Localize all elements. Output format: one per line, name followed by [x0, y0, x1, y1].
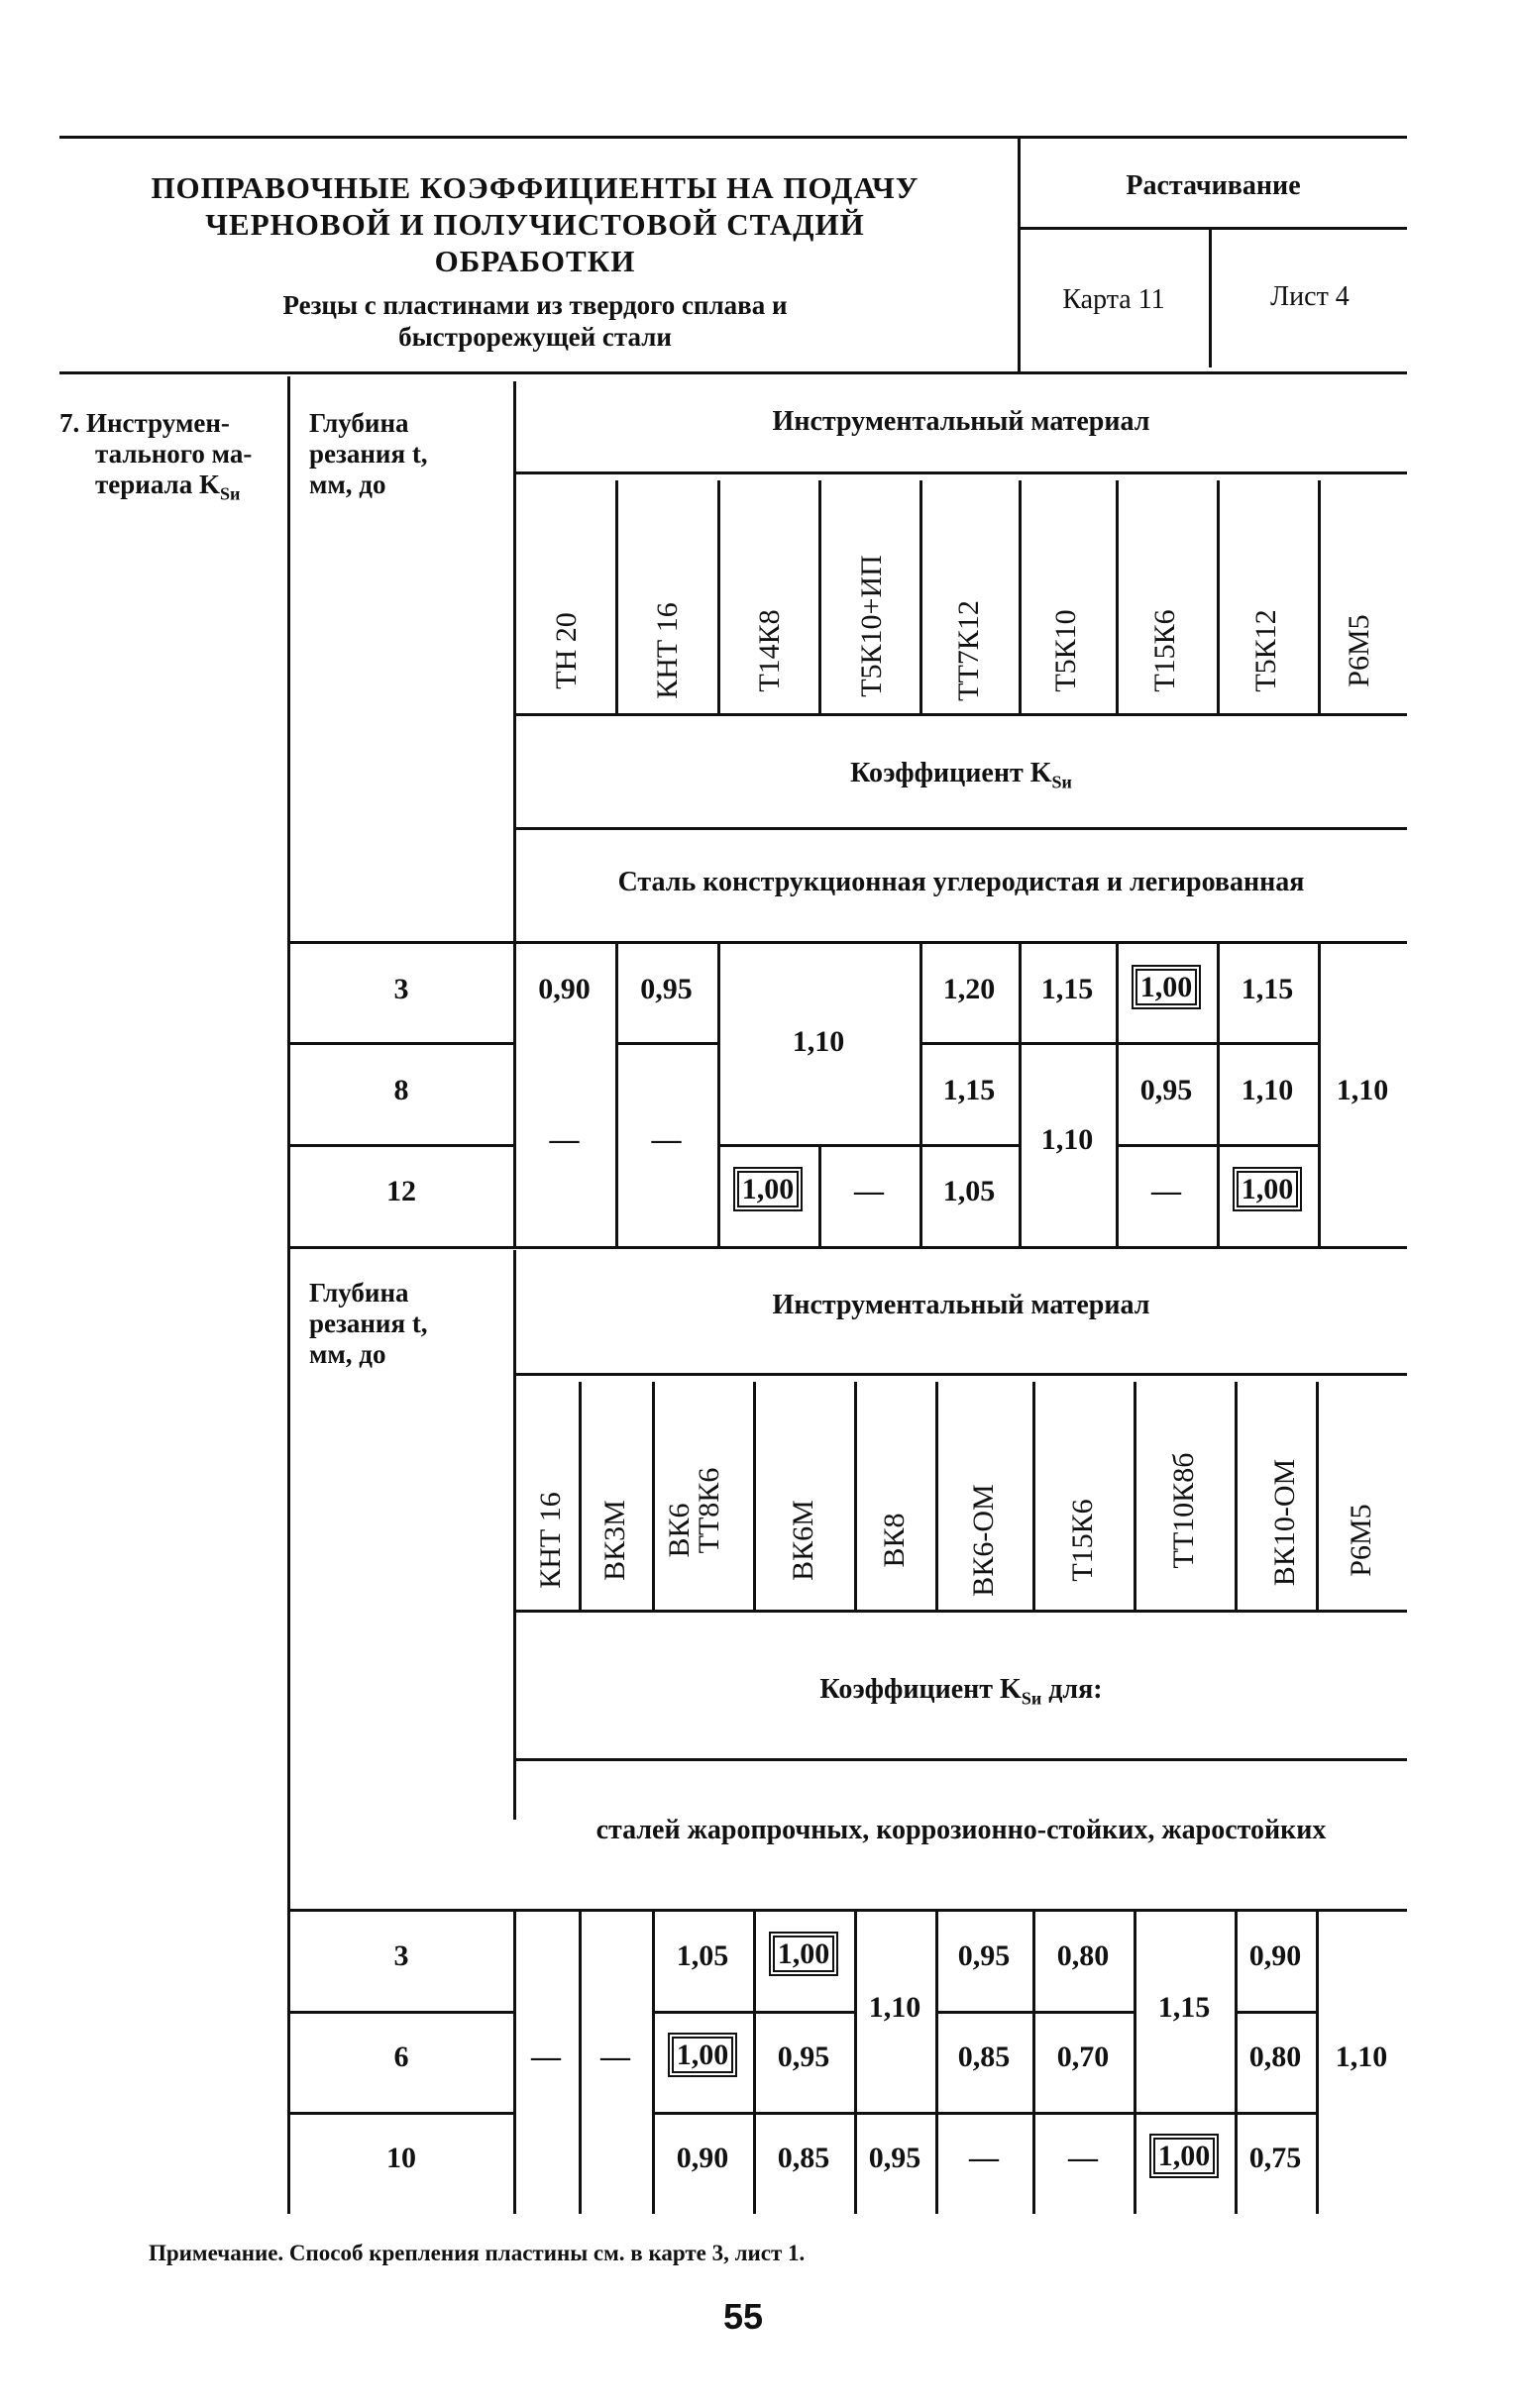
t1-depth-8: 8: [393, 1074, 409, 1106]
t1-col-sep: [1318, 480, 1321, 713]
t1-depth-label-1: Глубина: [309, 408, 409, 438]
t2-cell: 0,85: [777, 2142, 830, 2174]
t2-material-vk3m: ВК3М: [598, 1500, 631, 1581]
t2-row-rule: [289, 2112, 513, 2115]
t2-materials-bottom-rule: [515, 1610, 1407, 1613]
t1-col-sep: [1116, 480, 1119, 713]
t2-cell-rule: [1235, 2112, 1316, 2115]
t1-cell: 1,10: [1040, 1123, 1094, 1156]
t2-depth-divider: [513, 1250, 516, 1820]
t2-coef-rule: [515, 1758, 1407, 1761]
page-title-line1: ПОПРАВОЧНЫЕ КОЭФФИЦИЕНТЫ НА ПОДАЧУ: [151, 170, 919, 205]
t1-material-th20: ТН 20: [550, 612, 583, 689]
t2-material-r6m5: Р6М5: [1345, 1504, 1377, 1577]
t2-col-sep: [1134, 1382, 1136, 1610]
t2-col-sep: [652, 1382, 655, 1610]
t1-coef-rule: [515, 827, 1407, 830]
t2-cell: 0,95: [868, 2142, 921, 2174]
header-card-divider: [1209, 229, 1212, 367]
t2-col-sep: [1235, 1382, 1238, 1610]
header-right-rule: [1020, 227, 1407, 230]
t1-cell-rule: [1116, 1144, 1318, 1147]
t2-material-vk8: ВК8: [878, 1513, 911, 1568]
main-left-rule: [287, 376, 290, 2214]
t2-col-sep: [753, 1382, 756, 1610]
t2-material-vk6om: ВК6-ОМ: [967, 1484, 1000, 1597]
t2-cell: 0,95: [957, 1939, 1011, 1972]
t2-depth-label-2: резания t,: [309, 1309, 428, 1338]
t2-material-tt10k8b: ТТ10К8б: [1167, 1452, 1200, 1569]
t2-cell-rule: [652, 2112, 935, 2115]
t1-cell: 1,10: [792, 1025, 845, 1058]
t1-cell-rule: [1116, 1042, 1318, 1045]
t2-cell-rule: [1235, 2011, 1316, 2014]
t2-depth-3: 3: [393, 1939, 409, 1972]
t1-cell: 1,15: [1241, 973, 1294, 1005]
t2-cell: 0,80: [1248, 2041, 1302, 2073]
t2-cell: —: [531, 2041, 561, 2073]
factor-line3: териала $K_{Sи}$: [95, 470, 241, 504]
t1-cell: 0,95: [1139, 1074, 1193, 1106]
page-subtitle-line1: Резцы с пластинами из твердого сплава и: [282, 290, 788, 320]
t1-grid-top-rule: [289, 941, 1407, 944]
page-title-line2: ЧЕРНОВОЙ И ПОЛУЧИСТОВОЙ СТАДИЙ: [205, 207, 865, 242]
t2-cell: 1,10: [868, 1991, 921, 2024]
t2-cell: 0,70: [1056, 2041, 1110, 2073]
t1-material-rule: [515, 471, 1407, 474]
t1-cell: 0,90: [538, 973, 591, 1005]
t2-cell-rule: [935, 2112, 1134, 2115]
t2-material-vk10om: ВК10-ОМ: [1268, 1458, 1301, 1587]
t2-cell: 0,90: [676, 2142, 729, 2174]
t1-coef-label: Коэффициент $K_{Sи}$: [850, 758, 1072, 792]
header-bottom-rule: [59, 371, 1407, 374]
t2-material-header: Инструментальный материал: [772, 1290, 1150, 1320]
t1-cell: 0,95: [640, 973, 693, 1005]
t1-cell: —: [651, 1123, 682, 1156]
t1-col-sep: [615, 480, 618, 713]
footnote: Примечание. Способ крепления пластины см. в карте 3, лист 1.: [149, 2241, 806, 2265]
t2-cell: 0,75: [1248, 2142, 1302, 2174]
t1-depth-12: 12: [386, 1175, 416, 1207]
t2-col-sep: [1032, 1382, 1035, 1610]
t2-material-knt16: КНТ 16: [534, 1492, 567, 1589]
t1-depth-label-2: резания t,: [309, 439, 428, 469]
t2-cell-rule: [1134, 2112, 1235, 2115]
t1-cell: 1,05: [942, 1175, 996, 1207]
t1-material-tt7k12: ТТ7К12: [952, 600, 985, 701]
t2-cell: 1,00: [1134, 2140, 1235, 2173]
t2-depth-6: 6: [393, 2041, 409, 2073]
t1-depth-3: 3: [393, 973, 409, 1005]
t2-material-vk6: ВК6: [663, 1503, 696, 1558]
t1-material-r6m5: Р6М5: [1343, 614, 1375, 687]
t1-col-sep: [1019, 480, 1022, 713]
t1-cell: 1,00: [717, 1173, 818, 1206]
t1-material-knt16: КНТ 16: [651, 602, 684, 699]
t2-cell: 1,05: [676, 1939, 729, 1972]
t2-col-sep: [579, 1382, 582, 1610]
t2-cell: 0,85: [957, 2041, 1011, 2073]
t1-cell: 1,00: [1217, 1173, 1318, 1206]
t2-row-rule: [289, 2011, 513, 2014]
t2-material-vk6m: ВК6М: [787, 1500, 819, 1581]
factor-line1: 7. Инструмен-: [59, 408, 230, 438]
t2-col-sep: [935, 1382, 938, 1610]
t2-cell: —: [1068, 2142, 1098, 2174]
t2-col-sep: [854, 1382, 857, 1610]
t1-cell: 1,20: [942, 973, 996, 1005]
t2-depth-10: 10: [386, 2142, 416, 2174]
t1-col-sep: [1217, 480, 1220, 713]
t1-cell: 1,00: [1116, 971, 1217, 1004]
t1-col-sep: [717, 480, 720, 713]
factor-line2: тального ма-: [95, 439, 253, 469]
t2-cell: —: [969, 2142, 999, 2174]
t1-depth-divider: [513, 381, 516, 941]
t2-cell: 1,15: [1157, 1991, 1211, 2024]
t1-cell: 1,10: [1241, 1074, 1294, 1106]
t2-cell-rule: [652, 2011, 854, 2014]
t1-material-t5k10ip: Т5К10+ИП: [855, 555, 888, 697]
t2-grid-top-rule: [289, 1909, 1407, 1912]
t1-material-t14k8: Т14К8: [753, 609, 786, 692]
operation-label: Растачивание: [1126, 170, 1301, 201]
t1-cell: 1,15: [1040, 973, 1094, 1005]
t1-cell-rule: [717, 1144, 919, 1147]
t1-cell: —: [549, 1123, 580, 1156]
t2-coef-label: Коэффициент $K_{Sи}$ для:: [819, 1674, 1103, 1709]
t1-cell: 1,10: [1336, 1074, 1389, 1106]
t1-cell-rule: [1019, 1042, 1116, 1045]
header-top-rule: [59, 136, 1407, 139]
t2-cell: 1,10: [1335, 2041, 1388, 2073]
t1-materials-bottom-rule: [515, 713, 1407, 716]
t2-cell: 0,95: [777, 2041, 830, 2073]
t1-cell-rule: [919, 1042, 1019, 1045]
page-subtitle-line2: быстрорежущей стали: [398, 322, 672, 352]
t1-grid-bottom-rule: [289, 1246, 1407, 1249]
t2-cell: 0,90: [1248, 1939, 1302, 1972]
page-number: 55: [722, 2296, 764, 2337]
t2-cell: 1,00: [753, 1937, 854, 1971]
t2-group-label: сталей жаропрочных, коррозионно-стойких, жаростойких: [595, 1815, 1327, 1845]
t1-col-sep: [818, 480, 821, 713]
t1-depth-label-3: мм, до: [309, 470, 386, 499]
t1-material-header: Инструментальный материал: [772, 406, 1150, 437]
page-title-line3: ОБРАБОТКИ: [434, 244, 636, 278]
t2-cell: 0,80: [1056, 1939, 1110, 1972]
t1-cell-rule: [919, 1144, 1019, 1147]
t2-material-rule: [515, 1373, 1407, 1376]
t1-cell: 1,15: [942, 1074, 996, 1106]
t1-group-label: Сталь конструкционная углеродистая и легированная: [617, 867, 1305, 897]
t1-row-rule: [289, 1042, 513, 1045]
t1-cell: —: [854, 1175, 884, 1207]
t1-material-t5k10: Т5К10: [1049, 609, 1082, 692]
card-label: Карта 11: [1062, 284, 1165, 315]
t2-cell: 1,00: [652, 2039, 753, 2072]
t2-material-tt8k6: ТТ8К6: [693, 1467, 725, 1554]
t2-depth-label-3: мм, до: [309, 1339, 386, 1369]
t2-depth-label-1: Глубина: [309, 1278, 409, 1308]
t1-material-t15k6: Т15К6: [1148, 609, 1181, 692]
t2-cell: —: [600, 2041, 630, 2073]
t1-row-rule: [289, 1144, 513, 1147]
t1-cell-rule: [615, 1042, 717, 1045]
t1-cell: —: [1151, 1175, 1181, 1207]
t2-cell-rule: [935, 2011, 1134, 2014]
t2-material-t15k6: Т15К6: [1066, 1499, 1099, 1582]
t2-col-sep: [1316, 1382, 1319, 1610]
sheet-label: Лист 4: [1270, 281, 1350, 312]
t1-material-t5k12: Т5К12: [1249, 609, 1282, 692]
t1-col-sep: [919, 480, 922, 713]
